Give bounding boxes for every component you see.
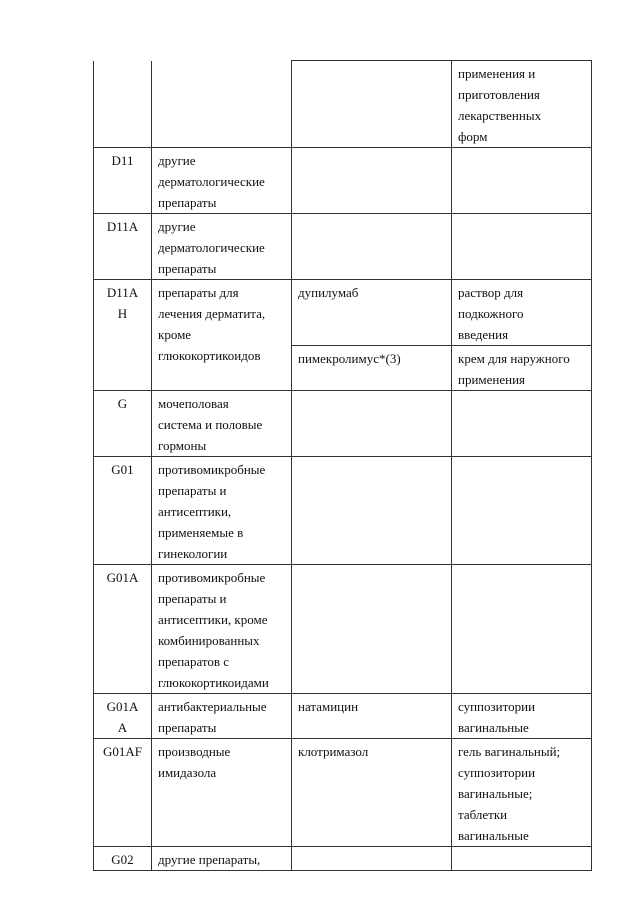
table-row: [94, 280, 592, 346]
table-row: [94, 739, 592, 847]
atc-code-cell: G02: [94, 847, 152, 871]
group-name-cell: другие препараты,: [152, 847, 292, 871]
drug-name-cell: [292, 457, 452, 565]
group-name-cell: производные имидазола: [152, 739, 292, 847]
group-name-cell: антибактериальные препараты: [152, 694, 292, 739]
table-row: [94, 391, 592, 457]
atc-code-cell: D11: [94, 148, 152, 214]
atc-code-cell: G: [94, 391, 152, 457]
group-name-cell: мочеполовая система и половые гормоны: [152, 391, 292, 457]
group-name-cell: другие дерматологические препараты: [152, 214, 292, 280]
table-row: [94, 457, 592, 565]
drug-name-cell: дупилумаб: [292, 280, 452, 346]
group-name-cell: препараты для лечения дерматита, кроме глюкокортикоидов: [152, 280, 292, 391]
drug-name-cell: [292, 148, 452, 214]
medication-table: [93, 60, 592, 871]
table-row: [94, 148, 592, 214]
drug-name-cell: [292, 214, 452, 280]
drug-name-cell: [292, 391, 452, 457]
atc-code-cell: [94, 61, 152, 148]
dosage-form-cell: [452, 214, 592, 280]
table-row: [94, 694, 592, 739]
drug-name-cell: пимекролимус*(3): [292, 346, 452, 391]
table-row: [94, 565, 592, 694]
dosage-form-cell: суппозитории вагинальные: [452, 694, 592, 739]
group-name-cell: [152, 61, 292, 148]
dosage-form-cell: [452, 391, 592, 457]
dosage-form-cell: гель вагинальный; суппозитории вагинальные; таблетки вагинальные: [452, 739, 592, 847]
drug-name-cell: [292, 565, 452, 694]
group-name-cell: другие дерматологические препараты: [152, 148, 292, 214]
table-row: [94, 61, 592, 148]
group-name-cell: противомикробные препараты и антисептики, кроме комбинированных препаратов с глюкокортикоидами: [152, 565, 292, 694]
atc-code-cell: D11A: [94, 214, 152, 280]
dosage-form-cell: [452, 847, 592, 871]
atc-code-cell: D11A H: [94, 280, 152, 391]
dosage-form-cell: [452, 457, 592, 565]
dosage-form-cell: [452, 148, 592, 214]
group-name-cell: противомикробные препараты и антисептики, применяемые в гинекологии: [152, 457, 292, 565]
dosage-form-cell: раствор для подкожного введения: [452, 280, 592, 346]
drug-name-cell: [292, 61, 452, 148]
drug-name-cell: клотримазол: [292, 739, 452, 847]
atc-code-cell: G01: [94, 457, 152, 565]
table-row: [94, 214, 592, 280]
atc-code-cell: G01A: [94, 565, 152, 694]
drug-name-cell: [292, 847, 452, 871]
atc-code-cell: G01A A: [94, 694, 152, 739]
dosage-form-cell: применения и приготовления лекарственных форм: [452, 61, 592, 148]
dosage-form-cell: [452, 565, 592, 694]
atc-code-cell: G01AF: [94, 739, 152, 847]
dosage-form-cell: крем для наружного применения: [452, 346, 592, 391]
table-row: [94, 847, 592, 871]
drug-name-cell: натамицин: [292, 694, 452, 739]
